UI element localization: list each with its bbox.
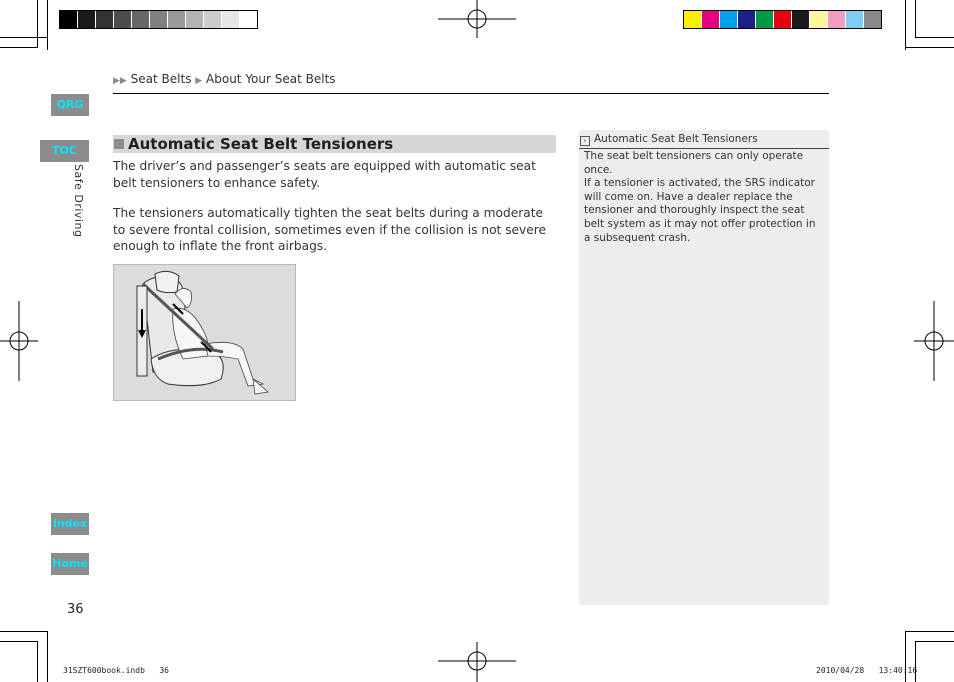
section-heading-text: Automatic Seat Belt Tensioners	[128, 135, 394, 153]
breadcrumb-arrows: ▶▶	[113, 76, 127, 86]
color-swatch	[774, 11, 792, 28]
crop-mark	[915, 37, 954, 38]
color-swatch	[684, 11, 702, 28]
footer-file: 31SZT600book.indb 36	[63, 666, 169, 675]
home-button[interactable]: Home	[51, 553, 89, 575]
crop-mark	[0, 47, 38, 48]
color-swatch	[150, 11, 168, 28]
color-swatch	[756, 11, 774, 28]
color-swatch	[240, 11, 257, 28]
crop-mark	[915, 641, 954, 642]
crop-mark	[905, 631, 954, 632]
crop-mark	[47, 0, 48, 50]
registration-mark-left	[0, 301, 40, 381]
qrg-button[interactable]: QRG	[51, 94, 89, 116]
index-button[interactable]: Index	[51, 513, 89, 535]
color-swatch	[78, 11, 96, 28]
color-swatch	[810, 11, 828, 28]
crop-mark	[915, 0, 916, 38]
color-swatch	[168, 11, 186, 28]
breadcrumb	[113, 72, 336, 86]
color-swatch	[204, 11, 222, 28]
side-note-title-text: Automatic Seat Belt Tensioners	[594, 133, 758, 145]
color-swatch	[114, 11, 132, 28]
toc-button[interactable]: TOC	[40, 140, 89, 162]
section-heading	[113, 135, 556, 153]
color-swatch	[702, 11, 720, 28]
color-swatch	[864, 11, 881, 28]
grayscale-color-bar	[59, 10, 258, 29]
paragraph-1: The driver’s and passenger’s seats are equipped with automatic seat belt tensioners to enhance safety.	[113, 159, 536, 190]
seat-belt-tensioner-illustration	[113, 264, 296, 401]
breadcrumb-link-seat-belts[interactable]: Seat Belts	[130, 72, 192, 86]
crop-mark	[47, 631, 48, 682]
page-number: 36	[67, 602, 84, 617]
color-swatch	[132, 11, 150, 28]
color-swatch	[60, 11, 78, 28]
registration-mark-right	[914, 301, 954, 381]
color-swatch	[222, 11, 240, 28]
color-swatch	[96, 11, 114, 28]
process-color-bar	[683, 10, 882, 29]
color-swatch	[828, 11, 846, 28]
crop-mark	[905, 47, 954, 48]
crop-mark	[0, 641, 38, 642]
section-label: Safe Driving	[72, 164, 85, 238]
heading-square-icon	[114, 139, 124, 149]
breadcrumb-separator: ▶	[195, 76, 203, 86]
crop-mark	[0, 37, 47, 38]
side-note-text: The seat belt tensioners can only operate once. If a tensioner is activated, the SRS indicator will come on. Have a dealer replace the tensioner and thoroughly inspect the seat belt system as it may not offer protection in a subsequent crash.	[584, 150, 816, 244]
registration-mark-bottom	[438, 642, 518, 682]
side-note-rule	[579, 148, 829, 149]
side-note-title	[580, 133, 758, 146]
registration-mark-top	[438, 0, 518, 40]
crop-mark	[37, 0, 38, 47]
breadcrumb-link-about-seat-belts[interactable]: About Your Seat Belts	[206, 72, 336, 86]
color-swatch	[186, 11, 204, 28]
color-swatch	[738, 11, 756, 28]
crop-mark	[37, 641, 38, 682]
note-arrow-icon: ›	[580, 136, 590, 146]
color-swatch	[846, 11, 864, 28]
color-swatch	[720, 11, 738, 28]
crop-mark	[905, 0, 906, 50]
header-rule	[113, 93, 829, 94]
color-swatch	[792, 11, 810, 28]
crop-mark	[915, 641, 916, 682]
footer-datetime: 2010/04/28 13:40:16	[816, 666, 918, 675]
crop-mark	[0, 631, 47, 632]
paragraph-2: The tensioners automatically tighten the seat belts during a moderate to severe frontal collision, sometimes even if the collision is not severe enough to inflate the front airbags.	[113, 206, 547, 253]
